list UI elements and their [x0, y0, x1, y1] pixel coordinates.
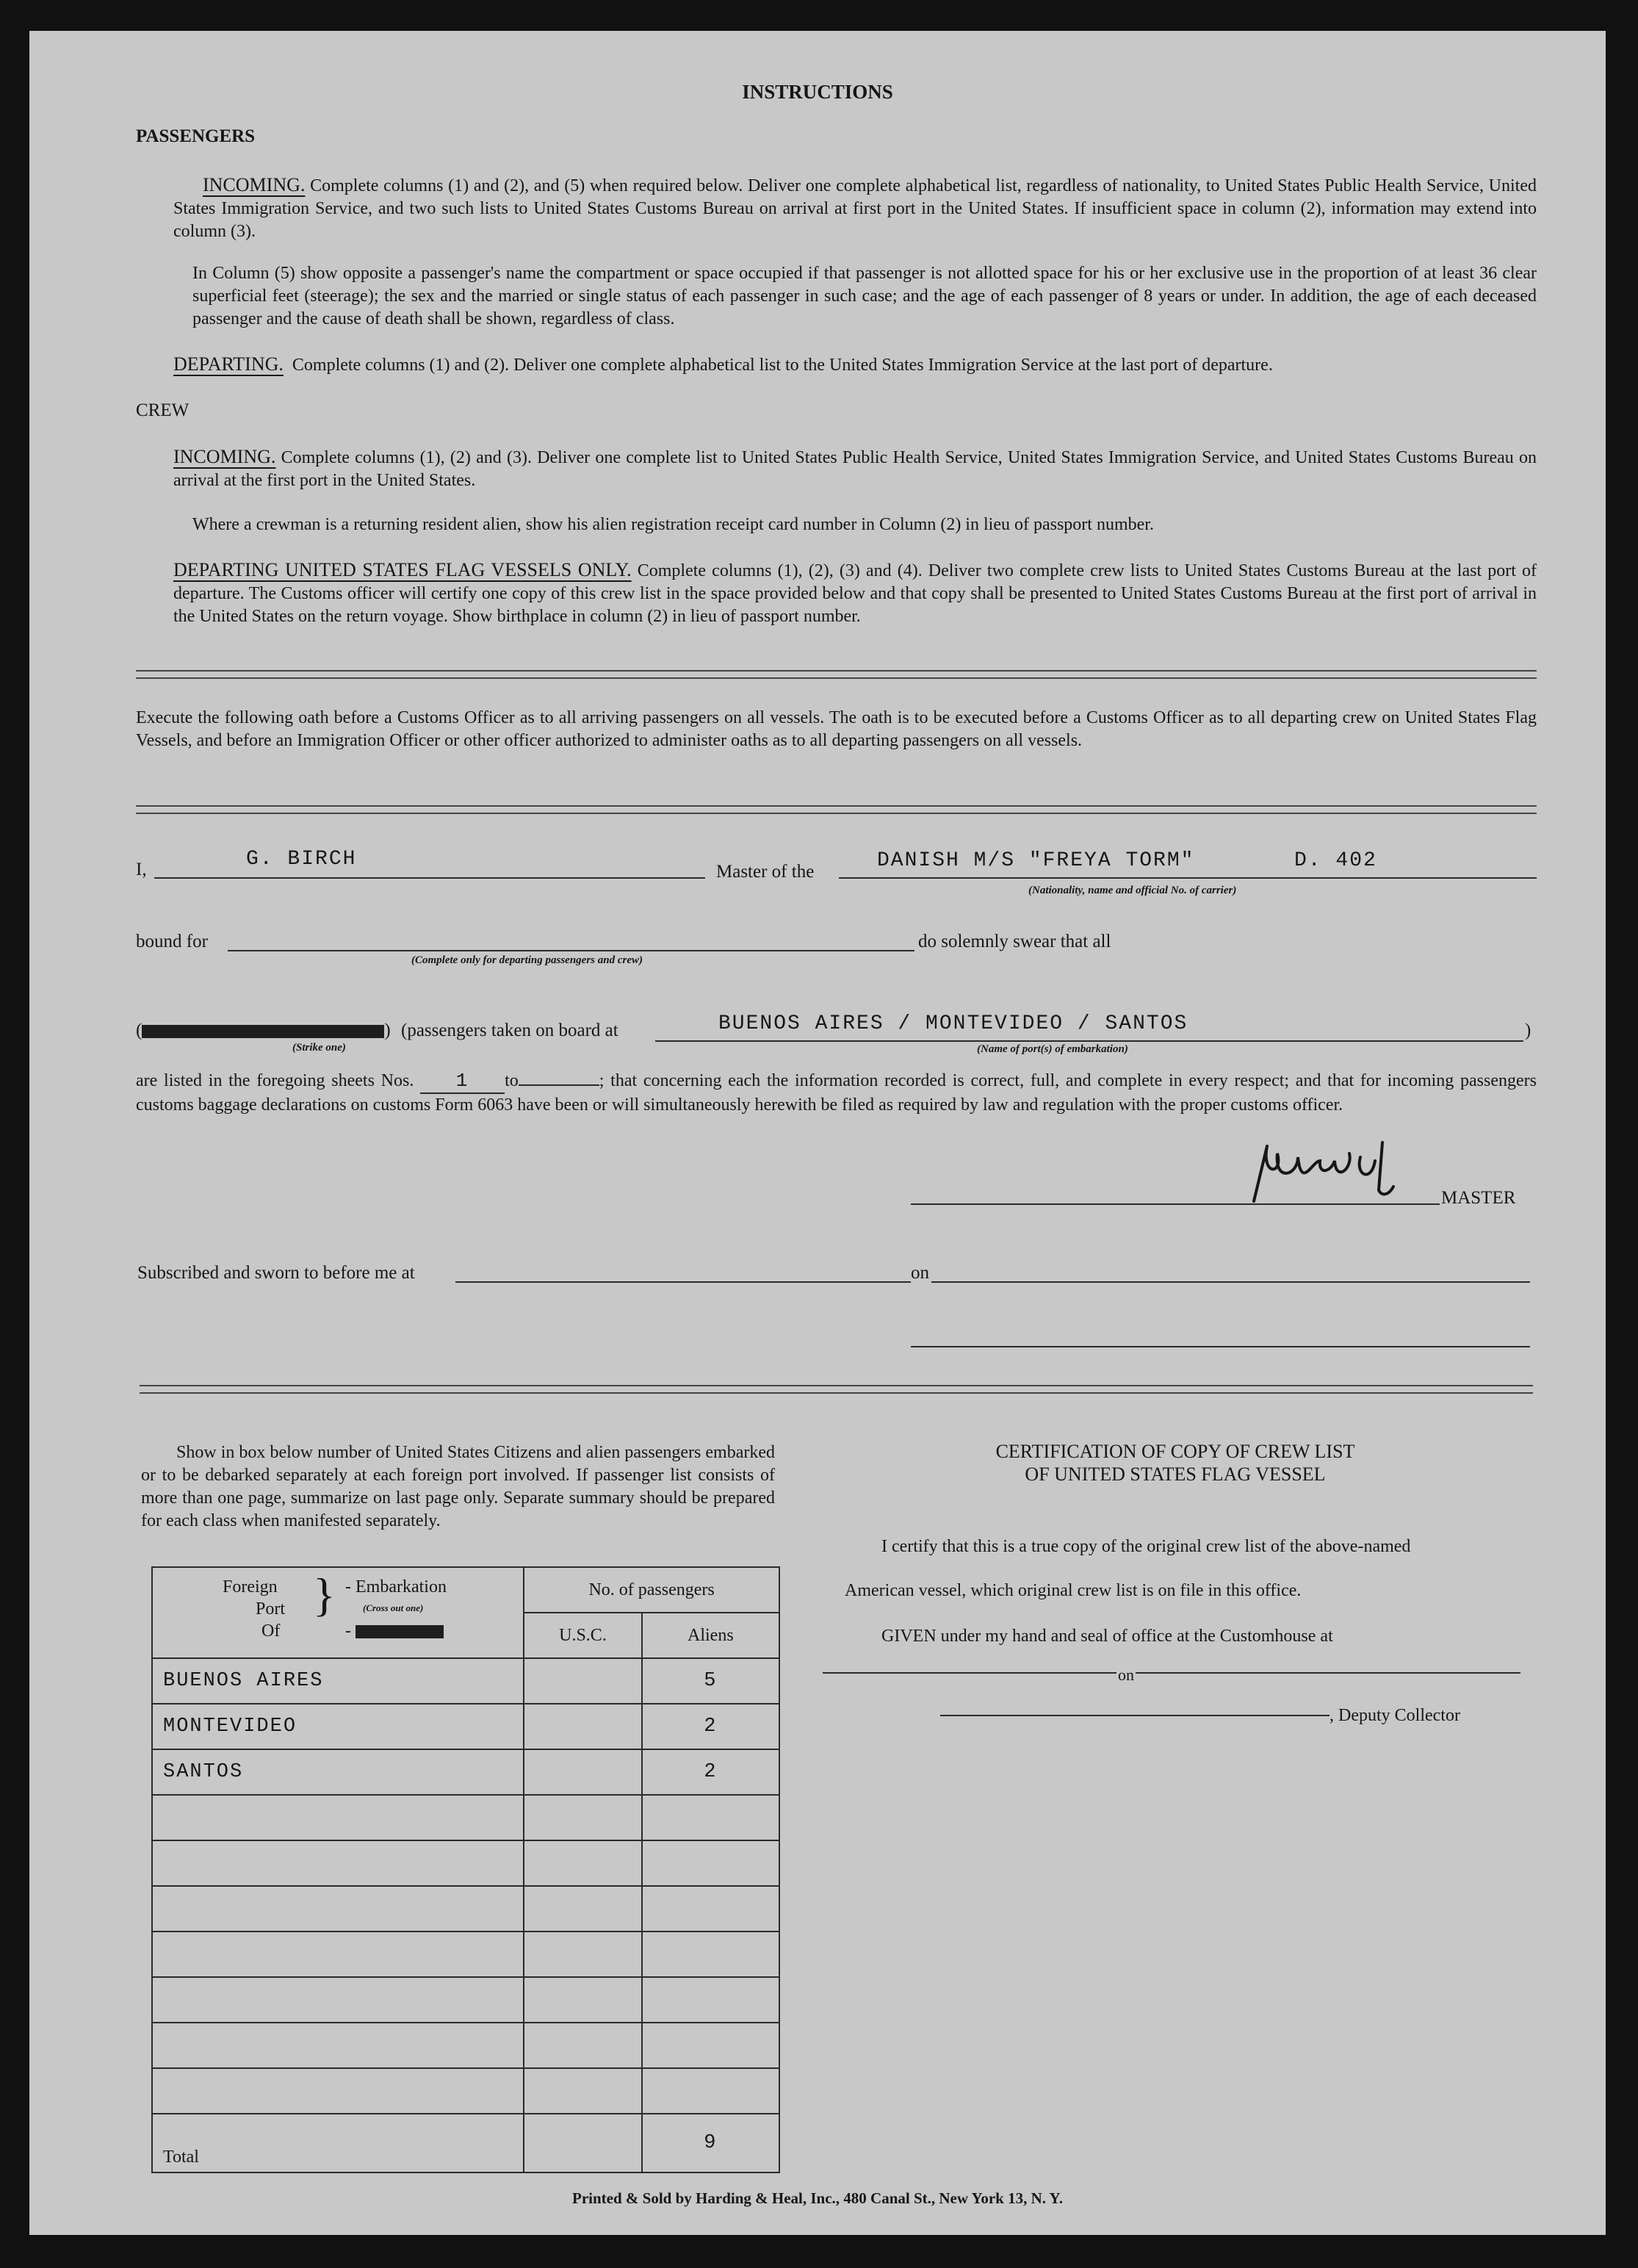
row-port	[152, 1795, 524, 1840]
bound-for-label: bound for	[136, 932, 208, 951]
officer-signature-line	[911, 1339, 1530, 1347]
header-port: Port	[256, 1599, 286, 1619]
total-aliens: 9	[642, 2114, 779, 2172]
sheet-from: 1	[455, 1070, 469, 1092]
row-usc	[524, 1795, 642, 1840]
row-port	[152, 1932, 524, 1977]
summary-row	[152, 1749, 779, 1795]
master-name: G. BIRCH	[246, 848, 357, 871]
row-port: BUENOS AIRES	[152, 1658, 524, 1704]
summary-row	[152, 1886, 779, 1932]
bound-for-field	[228, 924, 914, 951]
certification-title-line1: CERTIFICATION OF COPY OF CREW LIST	[995, 1441, 1355, 1462]
summary-row	[152, 1840, 779, 1886]
swear-text: do solemnly swear that all	[918, 932, 1111, 951]
passengers-incoming-text: Complete columns (1) and (2), and (5) when required below. Deliver one complete alphabetical list, regardless of nationality, to United States Public Health Service, United States Immigration Service, and two such lists to United States Customs Bureau on arrival at first port in the United States. If insufficient space in column (2), information may extend into column (3).	[173, 176, 1537, 241]
row-port: MONTEVIDEO	[152, 1704, 524, 1749]
passengers-departing-text: Complete columns (1) and (2). Deliver one complete alphabetical list to the United States Immigration Service at the last port of departure.	[292, 356, 1273, 375]
row-aliens	[642, 2068, 779, 2114]
header-foreign: Foreign	[223, 1577, 278, 1596]
customhouse-field	[823, 1655, 1520, 1674]
row-usc	[524, 1749, 642, 1795]
crew-heading: CREW	[136, 400, 190, 420]
header-brace: }	[313, 1569, 336, 1621]
certification-line3: GIVEN under my hand and seal of office at the Customhouse at	[881, 1627, 1333, 1646]
embarkation-ports: BUENOS AIRES / MONTEVIDEO / SANTOS	[718, 1012, 1188, 1035]
certification-title-line2: OF UNITED STATES FLAG VESSEL	[1025, 1464, 1326, 1485]
vessel-number: D. 402	[1294, 849, 1377, 872]
struck-debarkation	[356, 1625, 444, 1638]
total-label: Total	[152, 2114, 524, 2172]
row-aliens	[642, 1840, 779, 1886]
crew-departing-paragraph	[173, 558, 1537, 628]
passengers-departing-label: DEPARTING.	[173, 353, 284, 375]
row-usc	[524, 1886, 642, 1932]
subscribed-label: Subscribed and sworn to before me at	[137, 1263, 415, 1283]
row-port	[152, 1977, 524, 2023]
section-divider	[136, 670, 1537, 679]
row-aliens: 2	[642, 1749, 779, 1795]
header-embarkation: - Embarkation	[345, 1577, 447, 1596]
crew-departing-text: Complete columns (1), (2), (3) and (4). Deliver two complete crew lists to United States Customs Bureau at the last port of departure. The Customs officer will certify one copy of this crew list in the space provided below and that copy shall be presented to United States Customs Bureau at the first port of arrival in the United States on the return voyage. Show birthplace in column (2) in lieu of passport number.	[173, 561, 1537, 626]
master-label: MASTER	[1441, 1188, 1516, 1208]
summary-divider	[140, 1385, 1533, 1394]
summary-row	[152, 1658, 779, 1704]
header-usc: U.S.C.	[524, 1613, 642, 1658]
row-aliens	[642, 1932, 779, 1977]
row-port	[152, 1886, 524, 1932]
row-aliens: 2	[642, 1704, 779, 1749]
crew-incoming-label: INCOMING.	[173, 446, 276, 467]
row-port	[152, 2068, 524, 2114]
header-cross-out: (Cross out one)	[363, 1602, 424, 1613]
vessel-name: DANISH M/S "FREYA TORM"	[877, 849, 1195, 872]
vessel-caption: (Nationality, name and official No. of carrier)	[1028, 885, 1237, 896]
crew-departing-label: DEPARTING UNITED STATES FLAG VESSELS ONLY.	[173, 559, 632, 580]
master-signature-line	[911, 1177, 1440, 1205]
certification-on-label: on	[1118, 1666, 1134, 1684]
row-usc	[524, 1977, 642, 2023]
row-usc	[524, 2023, 642, 2068]
summary-rows	[152, 1658, 779, 2114]
summary-row	[152, 1977, 779, 2023]
document-sheet	[29, 31, 1606, 2235]
summary-row	[152, 1932, 779, 1977]
certification-line1: I certify that this is a true copy of the original crew list of the above-named	[881, 1537, 1411, 1556]
row-port	[152, 1840, 524, 1886]
certification-title	[808, 1440, 1543, 1486]
row-usc	[524, 1932, 642, 1977]
deputy-collector-label: , Deputy Collector	[1329, 1706, 1460, 1725]
row-aliens: 5	[642, 1658, 779, 1704]
struck-out-text	[142, 1025, 384, 1038]
ports-close-paren: )	[1525, 1020, 1531, 1040]
port-header-cell	[152, 1567, 524, 1658]
master-of-label: Master of the	[716, 862, 815, 882]
passenger-summary-table	[151, 1566, 780, 2173]
passengers-departing-paragraph	[173, 353, 1537, 377]
oath-intro: Execute the following oath before a Customs Officer as to all arriving passengers on all vessels. The oath is to be executed before a Customs Officer as to all departing crew on United States Flag Vessels, and before an Immigration Officer or other officer authorized to administer oaths as to all departing passengers on all vessels.	[136, 708, 1537, 750]
certification-line2: American vessel, which original crew list is on file in this office.	[845, 1581, 1302, 1600]
row-usc	[524, 1840, 642, 1886]
to-label: to	[505, 1071, 519, 1090]
i-label: I,	[136, 860, 147, 879]
summary-row	[152, 1704, 779, 1749]
crew-resident-paragraph: Where a crewman is a returning resident alien, show his alien registration receipt card number in Column (2) in lieu of passport number.	[192, 515, 1154, 534]
bound-for-caption: (Complete only for departing passengers and crew)	[411, 954, 643, 966]
header-debarkation-struck: -	[345, 1621, 444, 1641]
row-port: SANTOS	[152, 1749, 524, 1795]
row-aliens	[642, 2023, 779, 2068]
vessel-field	[839, 849, 1537, 879]
statement-text: ; that concerning each the information recorded is correct, full, and complete in every respect; and that for incoming passengers customs baggage declarations on customs Form 6063 have been or will simultaneously herewith be filed as required by law and regulation with the proper customs officer.	[136, 1071, 1537, 1115]
row-usc	[524, 2068, 642, 2114]
header-aliens: Aliens	[642, 1613, 779, 1658]
printer-footer: Printed & Sold by Harding & Heal, Inc., 480 Canal St., New York 13, N. Y.	[572, 2189, 1063, 2207]
ports-field	[655, 1012, 1523, 1042]
row-usc	[524, 1658, 642, 1704]
subscribed-place-field	[455, 1258, 911, 1283]
passengers-heading: PASSENGERS	[136, 126, 256, 146]
sheet-to-field	[519, 1067, 599, 1086]
row-aliens	[642, 1977, 779, 2023]
sheet-from-field	[420, 1070, 505, 1094]
strike-caption: (Strike one)	[292, 1042, 346, 1054]
page-title: INSTRUCTIONS	[742, 81, 893, 103]
total-usc	[524, 2114, 642, 2172]
deputy-collector-signature-line	[940, 1697, 1329, 1716]
passengers-column5-paragraph: In Column (5) show opposite a passenger's name the compartment or space occupied if that passenger is not allotted space for his or her exclusive use in the proportion of at least 36 clear superficial feet (steerage); the sex and the married or single status of each passenger in such case; and the age of each passenger of 8 years or under. In addition, the age of each deceased passenger and the cause of death shall be shown, regardless of class.	[192, 264, 1537, 328]
summary-instructions: Show in box below number of United States Citizens and alien passengers embarked or to be debarked separately at each foreign port involved. If passenger list consists of more than one page, summarize on last page only. Separate summary should be prepared for each class when manifested separately.	[141, 1443, 775, 1530]
row-aliens	[642, 1795, 779, 1840]
summary-row	[152, 1795, 779, 1840]
summary-row	[152, 2068, 779, 2114]
passengers-incoming-label: INCOMING.	[203, 174, 306, 195]
passengers-taken-label: (passengers taken on board at	[401, 1020, 618, 1040]
sheets-label: are listed in the foregoing sheets Nos.	[136, 1071, 414, 1090]
passengers-incoming-paragraph	[173, 173, 1537, 243]
ports-caption: (Name of port(s) of embarkation)	[977, 1043, 1128, 1055]
header-no-passengers: No. of passengers	[524, 1567, 779, 1613]
crew-incoming-text: Complete columns (1), (2) and (3). Deliver one complete list to United States Public Health Service, United States Immigration Service, and United States Customs Bureau on arrival at the first port in the United States.	[173, 448, 1537, 490]
oath-statement	[136, 1067, 1537, 1117]
header-of: Of	[261, 1621, 281, 1641]
row-port	[152, 2023, 524, 2068]
strike-one-field: ( )	[136, 1020, 391, 1040]
master-name-field	[154, 848, 705, 879]
subscribed-on-label: on	[911, 1263, 929, 1283]
oath-divider	[136, 805, 1537, 814]
summary-row	[152, 2023, 779, 2068]
row-aliens	[642, 1886, 779, 1932]
crew-incoming-paragraph	[173, 445, 1537, 492]
row-usc	[524, 1704, 642, 1749]
subscribed-date-field	[931, 1258, 1530, 1283]
